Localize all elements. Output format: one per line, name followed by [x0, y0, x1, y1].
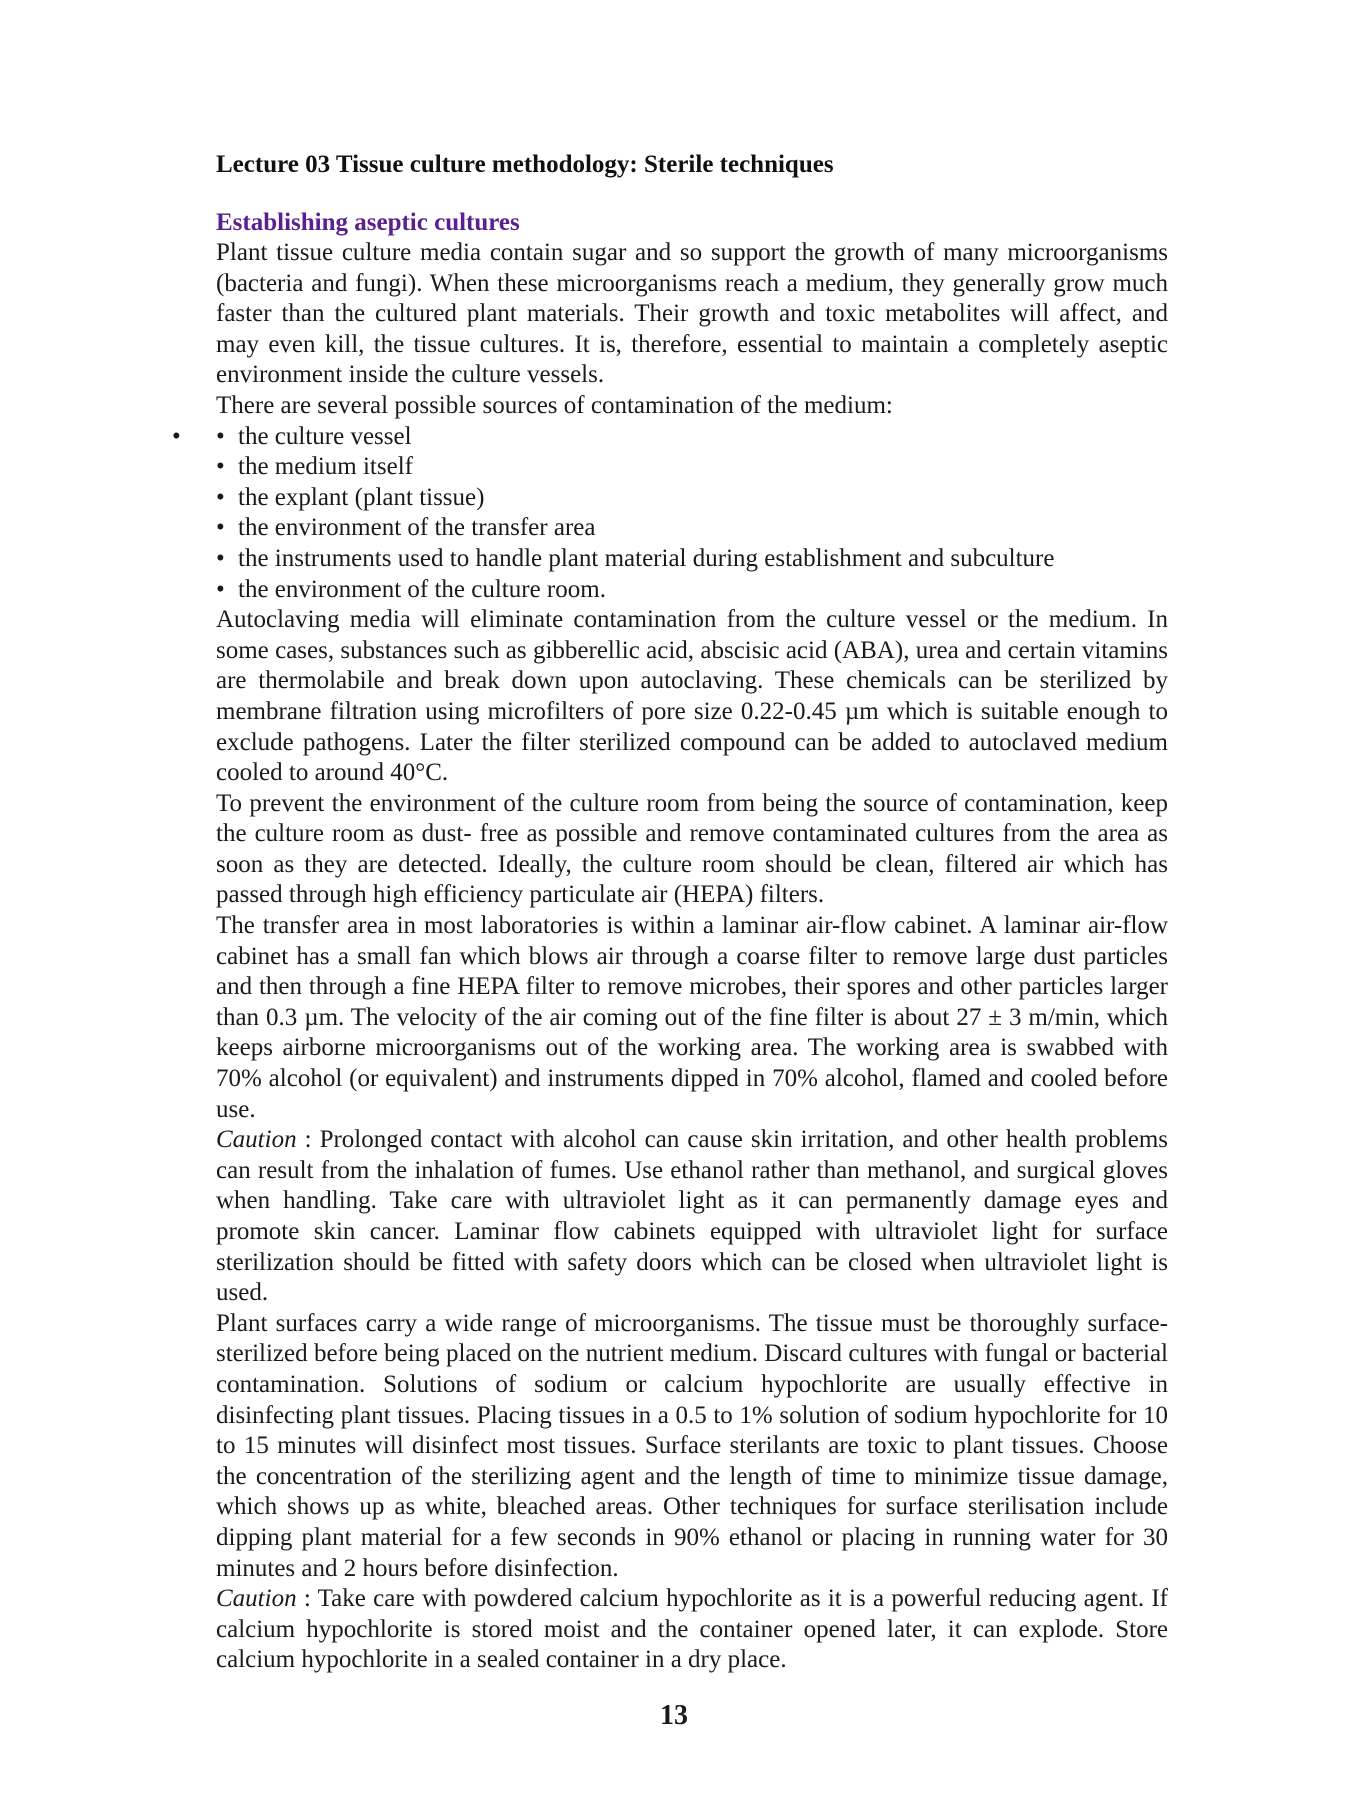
list-item-text: the culture vessel — [238, 422, 412, 450]
caution-text: : Take care with powdered calcium hypochlorite as it is a powerful reducing agent. If calcium hypochlorite is stored moist and the container opened later, it can explode. Store calcium hypochlorite in a sealed container in a dry place. — [216, 1585, 1169, 1674]
list-item-text: the environment of the culture room. — [238, 575, 606, 603]
autoclaving-paragraph: Autoclaving media will eliminate contamination from the culture vessel or the medium. In some cases, substances such as gibberellic acid, abscisic acid (ABA), urea and certain vitamins are thermolabile and break down upon autoclaving. These chemicals can be sterilized by membrane filtration using microfilters of pore size 0.22-0.45 µm which is suitable enough to exclude pathogens. Later the filter sterilized compound can be added to autoclaved medium cooled to around 40°C. — [216, 606, 1168, 787]
contamination-sources-list — [172, 422, 1168, 606]
lecture-title: Lecture 03 Tissue culture methodology: Sterile techniques — [216, 151, 834, 178]
culture-room-paragraph: To prevent the environment of the culture room from being the source of contamination, keep the culture room as dust- free as possible and remove contaminated cultures from the area as soon as they are detected. Ideally, the culture room should be clean, filtered air which has passed through high efficiency particulate air (HEPA) filters. — [216, 789, 1168, 909]
transfer-area-paragraph: The transfer area in most laboratories is within a laminar air-flow cabinet. A laminar air-flow cabinet has a small fan which blows air through a coarse filter to remove large dust particles and then through a fine HEPA filter to remove microbes, their spores and other particles larger than 0.3 µm. The velocity of the air coming out of the fine filter is about 27 ± 3 m/min, which keeps airborne microorganisms out of the working area. The working area is swabbed with 70% alcohol (or equivalent) and instruments dipped in 70% alcohol, flamed and cooled before use. — [216, 912, 1168, 1123]
list-item — [216, 544, 1168, 575]
caution-label: Caution — [216, 1585, 297, 1613]
section-heading: Establishing aseptic cultures — [216, 209, 520, 236]
caution-paragraph-hypochlorite — [216, 1584, 1168, 1676]
caution-label: Caution — [216, 1126, 297, 1154]
list-item — [216, 483, 1168, 514]
caution-paragraph-alcohol — [216, 1125, 1168, 1309]
list-item — [172, 422, 1168, 453]
list-item-text: the instruments used to handle plant material during establishment and subculture — [238, 544, 1055, 572]
bullet-icon: • — [216, 453, 225, 481]
plant-surfaces-paragraph: Plant surfaces carry a wide range of microorganisms. The tissue must be thoroughly surface-sterilized before being placed on the nutrient medium. Discard cultures with fungal or bacterial contamination. Solutions of sodium or calcium hypochlorite are usually effective in disinfecting plant tissues. Placing tissues in a 0.5 to 1% solution of sodium hypochlorite for 10 to 15 minutes will disinfect most tissues. Surface sterilants are toxic to plant tissues. Choose the concentration of the sterilizing agent and the length of time to minimize tissue damage, which shows up as white, bleached areas. Other techniques for surface sterilisation include dipping plant material for a few seconds in 90% ethanol or placing in running water for 30 minutes and 2 hours before disinfection. — [216, 1309, 1168, 1582]
page-number: 13 — [660, 1700, 688, 1731]
bullet-icon: • — [216, 483, 225, 511]
list-item-text: the medium itself — [238, 453, 413, 481]
bullet-icon: • — [216, 514, 225, 542]
list-item — [216, 452, 1168, 483]
bullet-icon: • — [216, 575, 225, 603]
document-page — [172, 150, 1169, 1676]
bullet-icon: • — [172, 422, 181, 450]
list-item — [216, 575, 1168, 606]
bullet-icon: • — [216, 422, 225, 450]
sources-intro-paragraph: There are several possible sources of contamination of the medium: — [216, 391, 893, 419]
list-item-text: the explant (plant tissue) — [238, 483, 485, 511]
list-item-text: the environment of the transfer area — [238, 514, 596, 542]
caution-text: : Prolonged contact with alcohol can cause skin irritation, and other health problems can result from the inhalation of fumes. Use ethanol rather than methanol, and surgical gloves when handling. Take care with ultraviolet light as it can permanently damage eyes and promote skin cancer. Laminar flow cabinets equipped with ultraviolet light for surface sterilization should be fitted with safety doors which can be closed when ultraviolet light is used. — [216, 1126, 1168, 1307]
list-item — [216, 513, 1168, 544]
intro-paragraph: Plant tissue culture media contain sugar and so support the growth of many microorganisms (bacteria and fungi). When these microorganisms reach a medium, they generally grow much faster than the cultured plant materials. Their growth and toxic metabolites will affect, and may even kill, the tissue cultures. It is, therefore, essential to maintain a completely aseptic environment inside the culture vessels. — [216, 239, 1168, 389]
bullet-icon: • — [216, 544, 225, 572]
